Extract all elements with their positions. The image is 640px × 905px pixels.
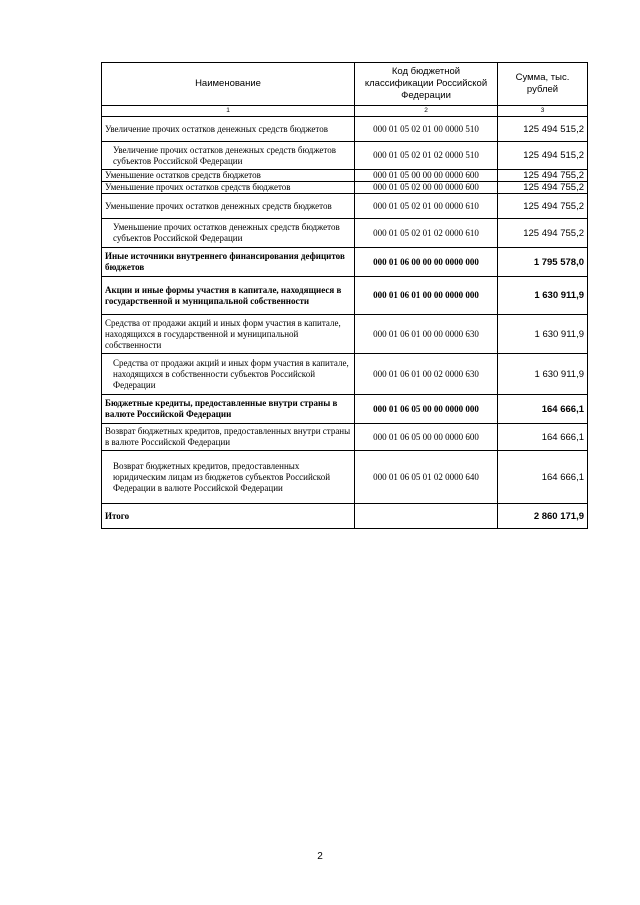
row-name: Иные источники внутреннего финансирования дефицитов бюджетов bbox=[102, 248, 355, 277]
row-sum: 1 630 911,9 bbox=[498, 354, 588, 395]
row-code: 000 01 05 02 01 00 0000 610 bbox=[355, 194, 498, 219]
row-sum: 1 795 578,0 bbox=[498, 248, 588, 277]
table-row bbox=[102, 451, 588, 504]
column-number: 2 bbox=[355, 106, 498, 117]
row-sum: 1 630 911,9 bbox=[498, 315, 588, 354]
row-code: 000 01 06 05 00 00 0000 600 bbox=[355, 424, 498, 451]
table-row bbox=[102, 142, 588, 170]
table-row bbox=[102, 395, 588, 424]
total-name: Итого bbox=[102, 504, 355, 529]
table-row bbox=[102, 117, 588, 142]
table-row bbox=[102, 248, 588, 277]
row-name: Бюджетные кредиты, предоставленные внутри страны в валюте Российской Федерации bbox=[102, 395, 355, 424]
row-code: 000 01 06 01 00 00 0000 000 bbox=[355, 277, 498, 315]
row-name: Возврат бюджетных кредитов, предоставленных внутри страны в валюте Российской Федерации bbox=[102, 424, 355, 451]
row-name: Уменьшение прочих остатков средств бюджетов bbox=[102, 182, 355, 194]
row-code: 000 01 05 02 00 00 0000 600 bbox=[355, 182, 498, 194]
row-code: 000 01 05 02 01 02 0000 610 bbox=[355, 219, 498, 248]
row-name: Увеличение прочих остатков денежных средств бюджетов субъектов Российской Федерации bbox=[102, 142, 355, 170]
table-row bbox=[102, 424, 588, 451]
page-number: 2 bbox=[317, 851, 323, 862]
row-name: Средства от продажи акций и иных форм участия в капитале, находящихся в собственности субъектов Российской Федерации bbox=[102, 354, 355, 395]
row-code: 000 01 05 00 00 00 0000 600 bbox=[355, 170, 498, 182]
row-sum: 125 494 755,2 bbox=[498, 219, 588, 248]
table-row bbox=[102, 315, 588, 354]
row-code: 000 01 06 05 00 00 0000 000 bbox=[355, 395, 498, 424]
row-name: Акции и иные формы участия в капитале, находящиеся в государственной и муниципальной собственности bbox=[102, 277, 355, 315]
table-row bbox=[102, 170, 588, 182]
total-sum: 2 860 171,9 bbox=[498, 504, 588, 529]
table-row bbox=[102, 219, 588, 248]
row-sum: 125 494 755,2 bbox=[498, 170, 588, 182]
total-row bbox=[102, 504, 588, 529]
row-name: Уменьшение прочих остатков денежных средств бюджетов субъектов Российской Федерации bbox=[102, 219, 355, 248]
header-sum: Сумма, тыс. рублей bbox=[498, 63, 588, 106]
header-name: Наименование bbox=[102, 63, 355, 106]
row-code: 000 01 05 02 01 00 0000 510 bbox=[355, 117, 498, 142]
row-sum: 125 494 755,2 bbox=[498, 182, 588, 194]
row-sum: 125 494 755,2 bbox=[498, 194, 588, 219]
row-name: Средства от продажи акций и иных форм участия в капитале, находящихся в государственной и муниципальной собственности bbox=[102, 315, 355, 354]
table-row bbox=[102, 277, 588, 315]
table-row bbox=[102, 194, 588, 219]
row-sum: 1 630 911,9 bbox=[498, 277, 588, 315]
row-code: 000 01 06 01 00 00 0000 630 bbox=[355, 315, 498, 354]
table-row bbox=[102, 182, 588, 194]
row-sum: 125 494 515,2 bbox=[498, 142, 588, 170]
column-number-row bbox=[102, 106, 588, 117]
row-sum: 164 666,1 bbox=[498, 424, 588, 451]
row-code: 000 01 05 02 01 02 0000 510 bbox=[355, 142, 498, 170]
budget-sources-table bbox=[101, 62, 588, 529]
row-code: 000 01 06 01 00 02 0000 630 bbox=[355, 354, 498, 395]
table-row bbox=[102, 354, 588, 395]
header-code: Код бюджетной классификации Российской Федерации bbox=[355, 63, 498, 106]
total-code bbox=[355, 504, 498, 529]
row-code: 000 01 06 00 00 00 0000 000 bbox=[355, 248, 498, 277]
row-sum: 164 666,1 bbox=[498, 395, 588, 424]
column-number: 1 bbox=[102, 106, 355, 117]
row-name: Уменьшение прочих остатков денежных средств бюджетов bbox=[102, 194, 355, 219]
column-number: 3 bbox=[498, 106, 588, 117]
row-name: Уменьшение остатков средств бюджетов bbox=[102, 170, 355, 182]
row-sum: 164 666,1 bbox=[498, 451, 588, 504]
row-code: 000 01 06 05 01 02 0000 640 bbox=[355, 451, 498, 504]
row-name: Увеличение прочих остатков денежных средств бюджетов bbox=[102, 117, 355, 142]
row-name: Возврат бюджетных кредитов, предоставленных юридическим лицам из бюджетов субъектов Российской Федерации в валюте Российской Федерации bbox=[102, 451, 355, 504]
table-header-row bbox=[102, 63, 588, 106]
row-sum: 125 494 515,2 bbox=[498, 117, 588, 142]
